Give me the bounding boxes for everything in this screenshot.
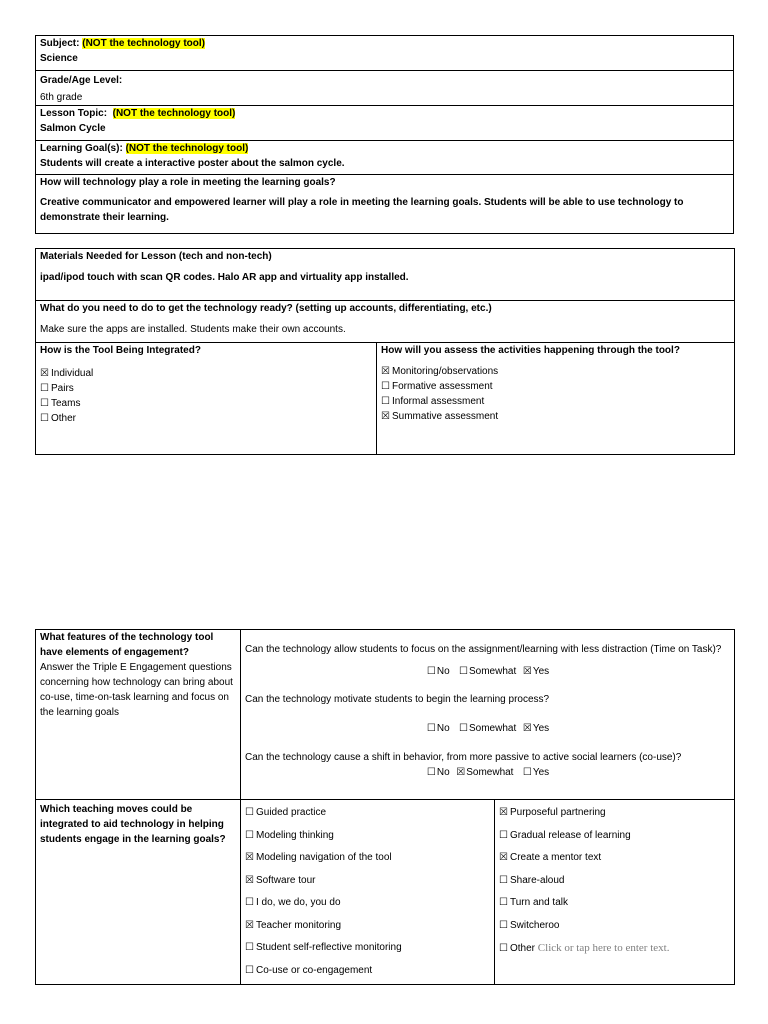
moves-left-cell (241, 800, 495, 985)
goals-label: Learning Goal(s): (40, 143, 123, 154)
engagement-desc: Answer the Triple E Engagement questions concerning how technology can bring about co-use, time-on-task learning and focus on the learning goals (40, 662, 233, 718)
checkbox-icon[interactable]: ☐ (245, 829, 254, 841)
option-label: Pairs (51, 383, 74, 394)
option-label: Gradual release of learning (510, 829, 631, 841)
tech-role-question: How will technology play a role in meeting the learning goals? (40, 177, 336, 188)
integration-options (40, 366, 372, 426)
option-individual[interactable] (40, 366, 372, 381)
checkbox-icon[interactable]: ☐ (40, 383, 49, 394)
option-label: Somewhat (469, 723, 517, 734)
option-label: Somewhat (469, 666, 517, 677)
checkbox-icon[interactable]: ☐ (522, 767, 532, 778)
checkbox-icon[interactable]: ☒ (522, 666, 532, 677)
option-label: Summative assessment (392, 411, 499, 422)
tech-role-cell (36, 175, 734, 234)
lesson-info-table (35, 35, 734, 234)
move-software-tour[interactable] (245, 870, 490, 893)
integration-cell (36, 343, 377, 455)
move-i-do-we-do[interactable] (245, 892, 490, 915)
checkbox-icon[interactable]: ☒ (381, 366, 390, 377)
move-mentor-text[interactable] (499, 847, 730, 870)
move-switcheroo[interactable] (499, 915, 730, 938)
engagement-table (35, 629, 735, 985)
checkbox-icon[interactable]: ☐ (459, 723, 468, 734)
checkbox-icon[interactable]: ☐ (426, 767, 436, 778)
checkbox-icon[interactable]: ☒ (245, 874, 254, 886)
tech-role-answer[interactable]: Creative communicator and empowered learner will play a role in meeting the learning goals. Students will be able to use technology to demonstrate their learning. (40, 197, 684, 223)
checkbox-icon[interactable]: ☒ (40, 368, 49, 379)
option-label: Create a mentor text (510, 852, 602, 863)
option-label: Teams (51, 398, 81, 409)
ready-answer[interactable]: Make sure the apps are installed. Students make their own accounts. (40, 324, 346, 335)
option-label: Yes (532, 767, 550, 778)
engagement-label: What features of the technology tool have elements of engagement? (40, 632, 214, 658)
option-label: Purposeful partnering (510, 807, 606, 818)
checkbox-icon[interactable]: ☐ (245, 964, 254, 976)
q1-options (245, 664, 730, 679)
checkbox-icon[interactable]: ☒ (245, 919, 254, 931)
moves-right-cell (495, 800, 735, 985)
goals-value[interactable]: Students will create a interactive poster about the salmon cycle. (40, 158, 345, 169)
option-label: Co-use or co-engagement (256, 964, 373, 976)
checkbox-icon[interactable]: ☐ (40, 398, 49, 409)
option-monitoring[interactable] (381, 364, 730, 379)
assessment-cell (377, 343, 735, 455)
checkbox-icon[interactable]: ☒ (245, 852, 254, 863)
checkbox-icon[interactable]: ☐ (499, 829, 508, 841)
move-self-reflective[interactable] (245, 937, 490, 960)
checkbox-icon[interactable]: ☐ (40, 413, 49, 424)
option-label: Share-aloud (510, 874, 565, 886)
checkbox-icon[interactable]: ☒ (381, 411, 390, 422)
option-label: No (436, 666, 450, 677)
other-text-field[interactable]: Click or tap here to enter text. (537, 942, 670, 954)
assessment-options (381, 364, 730, 424)
subject-note: (NOT the technology tool) (82, 38, 205, 49)
option-label: Individual (51, 368, 94, 379)
goals-cell (36, 141, 734, 175)
grade-label: Grade/Age Level: (40, 75, 123, 86)
checkbox-icon[interactable]: ☐ (245, 807, 254, 818)
checkbox-icon[interactable]: ☒ (522, 723, 532, 734)
option-label: Other (51, 413, 77, 424)
question-time-on-task: Can the technology allow students to focus on the assignment/learning with less distraction (Time on Task)? (245, 644, 722, 655)
topic-note: (NOT the technology tool) (112, 108, 236, 119)
checkbox-icon[interactable]: ☐ (245, 942, 254, 953)
checkbox-icon[interactable]: ☐ (381, 396, 390, 407)
move-other[interactable] (499, 937, 730, 960)
option-formative[interactable] (381, 379, 730, 394)
option-label: Turn and talk (510, 897, 568, 908)
option-other[interactable] (40, 411, 372, 426)
topic-label: Lesson Topic: (40, 108, 108, 119)
checkbox-icon[interactable]: ☒ (456, 767, 466, 778)
materials-value[interactable]: ipad/ipod touch with scan QR codes. Halo AR app and virtuality app installed. (40, 272, 409, 283)
topic-cell (36, 106, 734, 141)
checkbox-icon[interactable]: ☐ (499, 943, 508, 954)
option-label: Student self-reflective monitoring (256, 942, 402, 953)
assessment-label: How will you assess the activities happening through the tool? (381, 345, 680, 356)
option-label: Switcheroo (510, 919, 560, 931)
question-motivation: Can the technology motivate students to begin the learning process? (245, 694, 550, 705)
option-label: No (436, 767, 450, 778)
option-label: Informal assessment (392, 396, 485, 407)
option-label: No (436, 723, 450, 734)
subject-value[interactable]: Science (40, 53, 78, 64)
option-label: Modeling navigation of the tool (256, 852, 392, 863)
move-share-aloud[interactable] (499, 870, 730, 893)
q3-options (245, 765, 730, 780)
option-label: Yes (532, 723, 550, 734)
option-label: Guided practice (256, 807, 327, 818)
option-label: Somewhat (466, 767, 514, 778)
checkbox-icon[interactable]: ☐ (426, 666, 436, 677)
checkbox-icon[interactable]: ☐ (499, 919, 508, 931)
move-purposeful-partnering[interactable] (499, 802, 730, 825)
subject-cell (36, 36, 734, 71)
option-label: Yes (532, 666, 550, 677)
checkbox-icon[interactable]: ☒ (499, 852, 508, 863)
checkbox-icon[interactable]: ☐ (245, 897, 254, 908)
option-label: Software tour (256, 874, 316, 886)
option-pairs[interactable] (40, 381, 372, 396)
move-modeling-thinking[interactable] (245, 825, 490, 848)
q2-options (245, 721, 730, 736)
integration-label: How is the Tool Being Integrated? (40, 345, 201, 356)
move-gradual-release[interactable] (499, 825, 730, 848)
move-guided-practice[interactable] (245, 802, 490, 825)
materials-table (35, 248, 735, 455)
move-modeling-navigation[interactable] (245, 847, 490, 870)
option-label: Monitoring/observations (392, 366, 499, 377)
materials-label: Materials Needed for Lesson (tech and non-tech) (40, 251, 272, 262)
materials-cell (36, 249, 735, 301)
engagement-questions-cell (241, 630, 735, 800)
option-label: Modeling thinking (256, 829, 334, 841)
checkbox-icon[interactable]: ☐ (381, 381, 390, 392)
engagement-label-cell (36, 630, 241, 800)
option-summative[interactable] (381, 409, 730, 424)
option-label: I do, we do, you do (256, 897, 341, 908)
moves-label: Which teaching moves could be integrated to aid technology in helping students engage in the learning goals? (40, 804, 226, 845)
grade-cell (36, 71, 734, 106)
checkbox-icon[interactable]: ☒ (499, 807, 508, 818)
option-teams[interactable] (40, 396, 372, 411)
move-co-use[interactable] (245, 960, 490, 983)
grade-value[interactable]: 6th grade (40, 92, 83, 103)
moves-label-cell (36, 800, 241, 985)
question-co-use: Can the technology cause a shift in behavior, from more passive to active social learners (co-use)? (245, 752, 682, 763)
checkbox-icon[interactable]: ☐ (459, 666, 468, 677)
topic-value[interactable]: Salmon Cycle (40, 123, 106, 134)
move-teacher-monitoring[interactable] (245, 915, 490, 938)
ready-cell (36, 301, 735, 343)
checkbox-icon[interactable]: ☐ (426, 723, 436, 734)
move-turn-and-talk[interactable] (499, 892, 730, 915)
option-label: Other (510, 943, 536, 954)
option-informal[interactable] (381, 394, 730, 409)
option-label: Teacher monitoring (256, 919, 342, 931)
ready-question: What do you need to do to get the technology ready? (setting up accounts, differentiating, etc.) (40, 303, 492, 314)
checkbox-icon[interactable]: ☐ (499, 897, 508, 908)
option-label: Formative assessment (392, 381, 493, 392)
goals-note: (NOT the technology tool) (125, 143, 249, 154)
subject-label: Subject: (40, 38, 80, 49)
checkbox-icon[interactable]: ☐ (499, 874, 508, 886)
